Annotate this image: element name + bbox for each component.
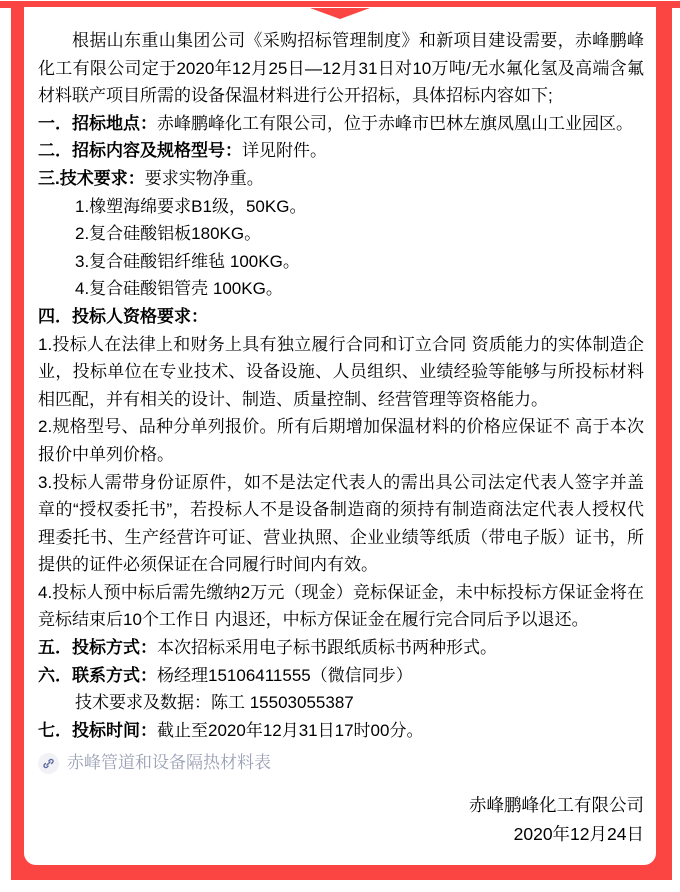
signature-date: 2020年12月24日 [513,824,644,845]
paragraph-text: 截止至2020年12月31日17时00分。 [157,720,424,740]
section-deadline [38,717,644,745]
qualification-item-4 [38,579,644,634]
section-contact [38,662,644,690]
paragraph-text: 2.规格型号、品种分单列报价。所有后期增加保温材料的价格应保证不 高于本次报价中单列价格。 [38,417,644,464]
tech-item-1 [38,193,644,221]
section-label: 七．投标时间： [38,720,157,740]
section-label: 三.技术要求： [38,168,145,188]
section-label: 六．联系方式： [38,665,157,685]
paragraph-text: 赤峰鹏峰化工有限公司，位于赤峰市巴林左旗凤凰山工业园区。 [157,113,633,133]
paragraph-intro [38,27,644,110]
paragraph-text: 4.复合硅酸铝管壳 100KG。 [75,279,283,299]
paragraph-text: 技术要求及数据：陈工 15503055387 [75,693,354,713]
tech-item-4 [38,275,644,303]
paragraph-text: 1.橡塑海绵要求B1级，50KG。 [75,196,307,216]
signature-company: 赤峰鹏峰化工有限公司 [469,795,644,816]
section-label: 四．投标人资格要求： [38,306,208,326]
section-label: 一．招标地点： [38,113,157,133]
tech-item-2 [38,220,644,248]
red-frame [11,7,672,880]
section-location [38,110,644,138]
paragraph-text: 3.复合硅酸铝纤维毡 100KG。 [75,251,300,271]
link-icon [38,753,59,774]
paragraph-text: 1.投标人在法律上和财务上具有独立履行合同和订立合同 资质能力的实体制造企业，投标单位在专业技术、设备设施、人员组织、业绩经验等能够与所投标材料相匹配，并有相关的设计、制造、质量控制、经营管理等资格能力。 [38,334,644,409]
qualification-item-1 [38,331,644,414]
attachment-link[interactable] [38,751,644,775]
section-qualifications [38,303,644,331]
paragraph-text: 3.投标人需带身份证原件，如不是法定代表人的需出具公司法定代表人签字并盖章的“授权委托书”，若投标人不是设备制造商的须持有制造商法定代表人授权代理委托书、生产经营许可证、营业执照、企业业绩等纸质（带电子版）证书，所提供的证件必须保证在合同履行时间内有效。 [38,472,644,575]
paragraph-text: 根据山东重山集团公司《采购招标管理制度》和新项目建设需要，赤峰鹏峰化工有限公司定于2020年12月25日—12月31日对10万吨/无水氟化氢及高端含氟材料联产项目所需的设备保温材料进行公开招标，具体招标内容如下; [38,31,644,106]
paragraph-text: 杨经理15106411555（微信同步） [157,665,413,685]
contact-tech-data [38,689,644,717]
document-content [24,7,656,865]
section-label: 五．投标方式： [38,638,157,658]
paragraph-text: 详见附件。 [242,141,327,161]
qualification-item-3 [38,469,644,579]
paragraph-text: 要求实物净重。 [144,168,264,188]
paragraph-text: 2.复合硅酸铝板180KG。 [75,224,262,244]
signature-block [38,791,644,849]
section-content-spec [38,137,644,165]
top-notch-triangle [310,8,370,19]
tech-item-3 [38,248,644,276]
attachment-label: 赤峰管道和设备隔热材料表 [67,753,271,773]
paragraph-text: 4.投标人预中标后需先缴纳2万元（现金）竞标保证金，未中标投标方保证金将在竞标结束后10个工作日 内退还，中标方保证金在履行完合同后予以退还。 [38,582,644,630]
section-bid-method [38,634,644,662]
section-label: 二．招标内容及规格型号： [38,141,242,161]
paragraph-text: 本次招标采用电子标书跟纸质标书两种形式。 [157,638,497,658]
qualification-item-2 [38,413,644,468]
section-tech-requirements [38,165,644,193]
